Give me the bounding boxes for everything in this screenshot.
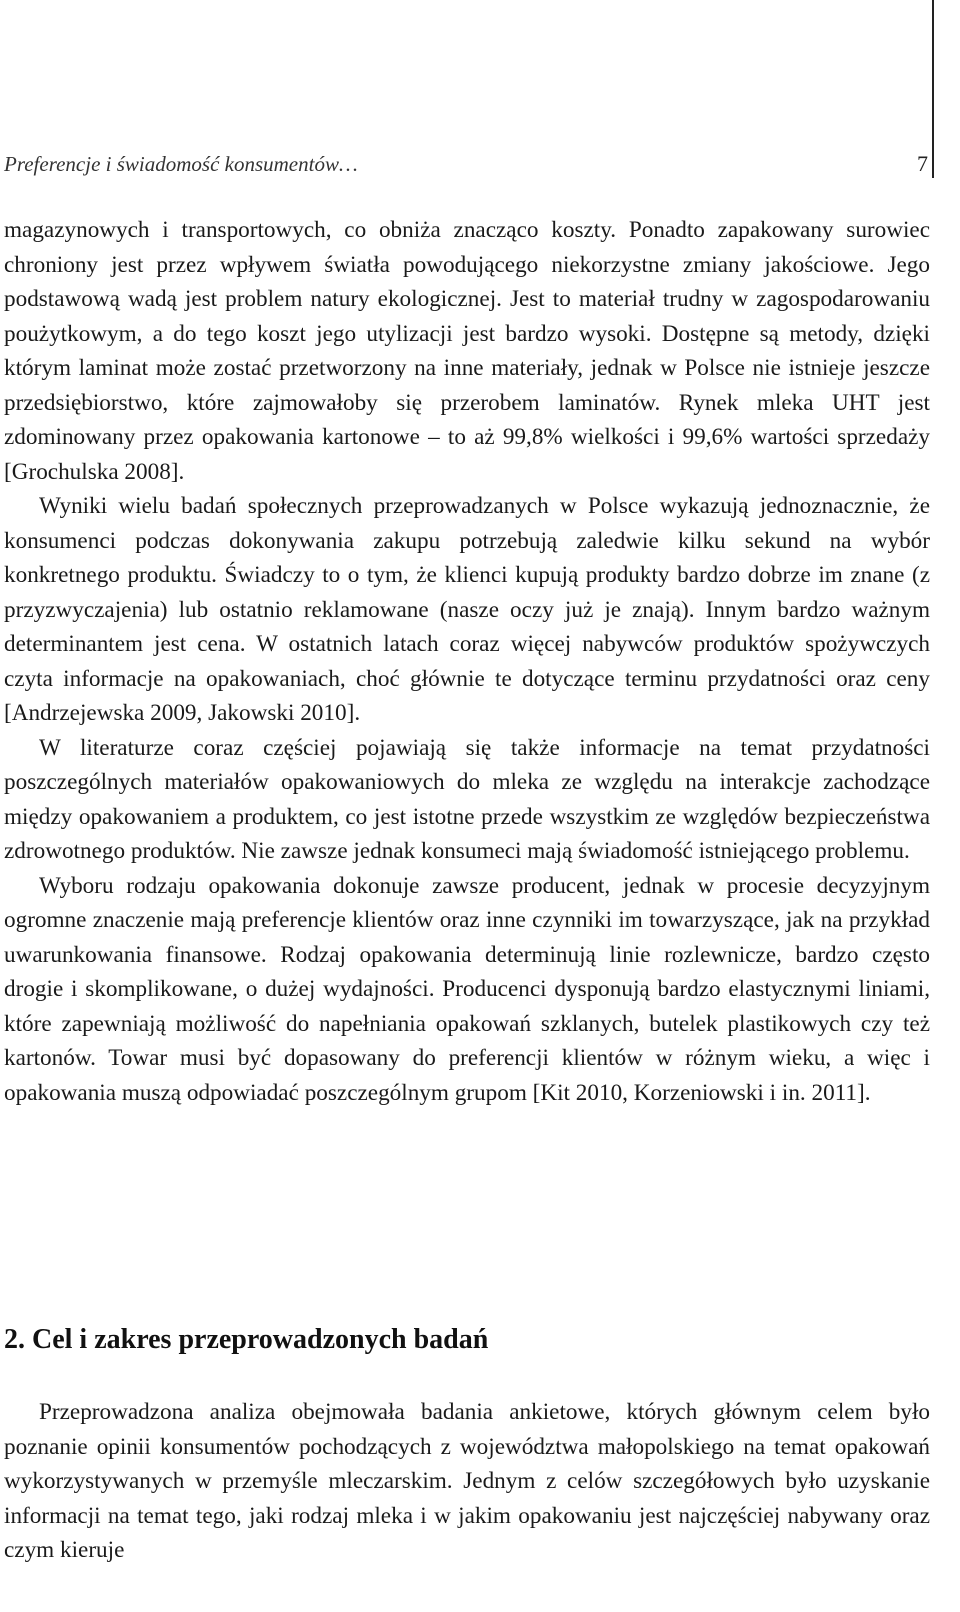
paragraph-2: Wyniki wielu badań społecznych przeprowadzanych w Polsce wykazują jednoznacznie, że konsumenci podczas dokonywania zakupu potrzebują zaledwie kilku sekund na wybór konkretnego produktu. Świadczy to o tym, że klienci kupują produkty bardzo dobrze im znane (z przyzwyczajenia) lub ostatnio reklamowane (nasze oczy już je znają). Innym bardzo ważnym determinantem jest cena. W ostatnich latach coraz więcej nabywców produktów spożywczych czyta informacje na opakowaniach, choć głównie te dotyczące terminu przydatności oraz ceny [Andrzejewska 2009, Jakowski 2010].: [4, 493, 930, 726]
paragraph-3: W literaturze coraz częściej pojawiają się także informacje na temat przydatności poszczególnych materiałów opakowaniowych do mleka ze względu na interakcje zachodzące między opakowaniem a produktem, co jest istotne przede wszystkim ze względów bezpieczeństwa zdrowotnego produktów. Nie zawsze jednak konsumeci mają świadomość istniejącego problemu.: [4, 734, 930, 864]
running-header-title: Preferencje i świadomość konsumentów…: [4, 152, 358, 176]
paragraph-1: magazynowych i transportowych, co obniża znacząco koszty. Ponadto zapakowany surowiec chroniony jest przez wpływem światła powodującego niekorzystne zmiany jakościowe. Jego podstawową wadą jest problem natury ekologicznej. Jest to materiał trudny w zagospodarowaniu poużytkowym, a do tego koszt jego utylizacji jest bardzo wysoki. Dostępne są metody, dzięki którym laminat może zostać przetworzony na inne materiały, jednak w Polsce nie istnieje jeszcze przedsiębiorstwo, które zajmowałoby się przerobem laminatów. Rynek mleka UHT jest zdominowany przez opakowania kartonowe – to aż 99,8% wielkości i 99,6% wartości sprzedaży [Grochulska 2008].: [4, 217, 930, 485]
section-body: [4, 1395, 930, 1568]
paragraph-4: Wyboru rodzaju opakowania dokonuje zawsze producent, jednak w procesie decyzyjnym ogromne znaczenie mają preferencje klientów oraz inne czynniki im towarzyszące, jak na przykład uwarunkowania finansowe. Rodzaj opakowania determinują linie rozlewnicze, bardzo często drogie i skomplikowane, o dużej wydajności. Producenci dysponują bardzo elastycznymi liniami, które zapewniają możliwość do napełniania opakowań szklanych, butelek plastikowych czy też kartonów. Towar musi być dopasowany do preferencji klientów w różnym wieku, a więc i opakowania muszą odpowiadać poszczególnym grupom [Kit 2010, Korzeniowski i in. 2011].: [4, 872, 930, 1106]
body-text: [4, 213, 930, 1110]
running-header: [4, 152, 934, 186]
section-heading: 2. Cel i zakres przeprowadzonych badań: [4, 1324, 489, 1355]
section-paragraph: Przeprowadzona analiza obejmowała badania ankietowe, których głównym celem było poznanie opinii konsumentów pochodzących z województwa małopolskiego na temat opakowań wykorzystywanych w przemyśle mleczarskim. Jednym z celów szczegółowych było uzyskanie informacji na temat tego, jaki rodzaj mleka i w jakim opakowaniu jest najczęściej nabywany oraz czym kieruje: [4, 1399, 930, 1563]
page-number: 7: [917, 151, 928, 176]
